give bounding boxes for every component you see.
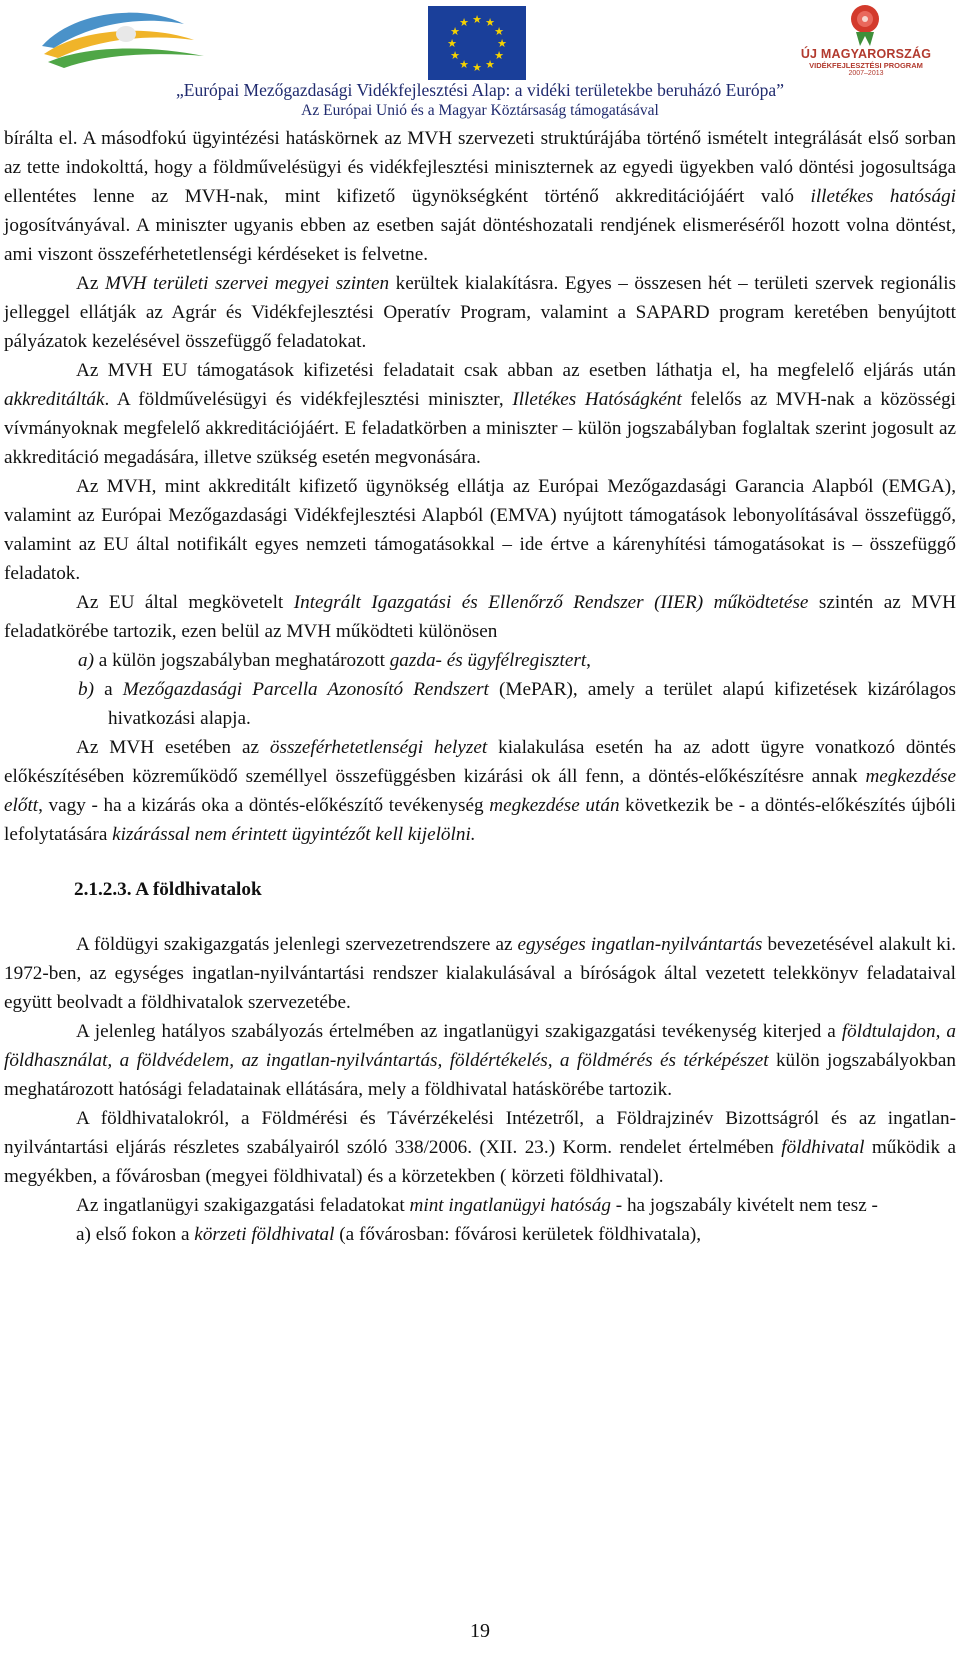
paragraph-2: Az MVH területi szervei megyei szinten kerültek kialakításra. Egyes – összesen hét – területi szervek regionális jelleggel ellátják az Agrár és Vidékfejlesztési Operatív Program, valamint a SAPARD program keretében benyújtott pályázatok kezelésével összefüggő feladatokat. bbox=[4, 273, 956, 352]
document-body bbox=[4, 124, 956, 1249]
paragraph-7: A földügyi szakigazgatás jelenlegi szervezetrendszere az egységes ingatlan-nyilvántartás bevezetésével alakult ki. 1972-ben, az egységes ingatlan-nyilvántartási rendszer kialakulásával a bíróságok által vezetett telekkönyv feladataival együtt beolvadt a földhivatalok szervezetébe. bbox=[4, 934, 956, 1013]
svg-text:★: ★ bbox=[494, 49, 504, 62]
eu-flag-icon bbox=[428, 6, 526, 80]
paragraph-5: Az EU által megkövetelt Integrált Igazgatási és Ellenőrző Rendszer (IIER) működtetése szintén az MVH feladatkörébe tartozik, ezen belül az MVH működteti különösen bbox=[4, 592, 957, 642]
page-header bbox=[0, 0, 960, 122]
logo-right-line2: VIDÉKFEJLESZTÉSI PROGRAM bbox=[809, 60, 923, 70]
list-item-a: a) a külön jogszabályban meghatározott gazda- és ügyfélregisztert, bbox=[78, 650, 591, 671]
svg-text:★: ★ bbox=[459, 58, 469, 71]
page-number: 19 bbox=[470, 1620, 490, 1642]
svg-text:★: ★ bbox=[472, 61, 482, 74]
svg-text:★: ★ bbox=[447, 37, 457, 50]
paragraph-6: Az MVH esetében az összeférhetetlenségi helyzet kialakulása esetén ha az adott ügyre vonatkozó döntés előkészítésében közreműködő személlyel összefüggésben kizárási ok áll fenn, a döntés-előkészítésre annak megkezdése előtt, vagy - ha a kizárás oka a döntés-előkészítő tevékenység megkezdése után következik be - a döntés-előkészítés újbóli lefolytatására kizárással nem érintett ügyintézőt kell kijelölni. bbox=[4, 737, 957, 845]
svg-text:★: ★ bbox=[459, 16, 469, 29]
header-tagline-1: „Európai Mezőgazdasági Vidékfejlesztési Alap: a vidéki területekbe beruházó Európa” bbox=[176, 80, 784, 100]
svg-text:★: ★ bbox=[485, 16, 495, 29]
svg-text:★: ★ bbox=[497, 37, 507, 50]
svg-text:★: ★ bbox=[450, 25, 460, 38]
paragraph-4: Az MVH, mint akkreditált kifizető ügynökség ellátja az Európai Mezőgazdasági Garancia Alapból (EMGA), valamint az Európai Mezőgazdasági Vidékfejlesztési Alapból (EMVA) nyújtott támogatások lebonyolításával összefüggő, valamint az EU által notifikált egyes nemzeti támogatásokkal – ide értve a kárenyhítési támogatásokat is – összefüggő feladatok. bbox=[4, 476, 956, 584]
paragraph-8: A jelenleg hatályos szabályozás értelmében az ingatlanügyi szakigazgatási tevékenység kiterjed a földtulajdon, a földhasználat, a földvédelem, az ingatlan-nyilvántartás, földértékelés, a földmérés és térképészet külön jogszabályokban meghatározott hatósági feladatainak ellátására, mely a földhivatal hatáskörébe tartozik. bbox=[4, 1021, 957, 1100]
rosette-icon bbox=[844, 2, 886, 46]
paragraph-10: Az ingatlanügyi szakigazgatási feladatokat mint ingatlanügyi hatóság - ha jogszabály kivételt nem tesz - bbox=[76, 1195, 878, 1216]
header-tagline-2: Az Európai Unió és a Magyar Köztársaság támogatásával bbox=[301, 102, 659, 119]
logo-right-line1: ÚJ MAGYARORSZÁG bbox=[800, 47, 932, 61]
paragraph-9: A földhivatalokról, a Földmérési és Távérzékelési Intézetről, a Földrajzinév Bizottságról és az ingatlan-nyilvántartási eljárás részletes szabályairól szóló 338/2006. (XII. 23.) Korm. rendelet értelmében földhivatal működik a megyékben, a fővárosban (megyei földhivatal) és a körzetekben ( körzeti földhivatal). bbox=[4, 1108, 956, 1187]
paragraph-1: bírálta el. A másodfokú ügyintézési hatáskörnek az MVH szervezeti struktúrájába történő ismételt integrálását első sorban az tette indokolttá, hogy a földművelésügyi és vidékfejlesztési miniszternek az egyedi ügyekben való döntési jogosultsága ellentétes lenne az MVH-nak, mint kifizető ügynökségként történő akkreditációjáért való illetékes hatósági jogosítványával. A miniszter ugyanis ebben az esetben saját döntéshozatali rendjének elismeréséről hozott volna döntést, ami viszont összeférhetetlenségi kérdéseket is felvetne. bbox=[4, 128, 956, 265]
new-hungary-program-logo bbox=[796, 2, 936, 84]
rural-development-swoosh-logo bbox=[34, 4, 214, 78]
paragraph-3: Az MVH EU támogatások kifizetési feladatait csak abban az esetben láthatja el, ha megfelelő eljárás után akkreditálták. A földművelésügyi és vidékfejlesztési miniszter, Illetékes Hatóságként felelős az MVH-nak a közösségi vívmányoknak megfelelő akkreditációjáért. E feladatkörben a miniszter – külön jogszabályban foglaltak szerint jogosult az akkreditáció megadására, illetve szükség esetén megvonására. bbox=[4, 360, 957, 468]
logo-right-line3: 2007–2013 bbox=[848, 70, 884, 77]
section-heading: 2.1.2.3. A földhivatalok bbox=[74, 879, 262, 900]
svg-text:★: ★ bbox=[472, 13, 482, 26]
paragraph-11: a) első fokon a körzeti földhivatal (a fővárosban: fővárosi kerületek földhivatala), bbox=[76, 1224, 702, 1245]
svg-text:★: ★ bbox=[485, 58, 495, 71]
svg-text:★: ★ bbox=[494, 25, 504, 38]
list-item-b: b) a Mezőgazdasági Parcella Azonosító Rendszert (MePAR), amely a terület alapú kifizetések kizárólagos hivatkozási alapja. bbox=[78, 679, 956, 729]
svg-text:★: ★ bbox=[450, 49, 460, 62]
